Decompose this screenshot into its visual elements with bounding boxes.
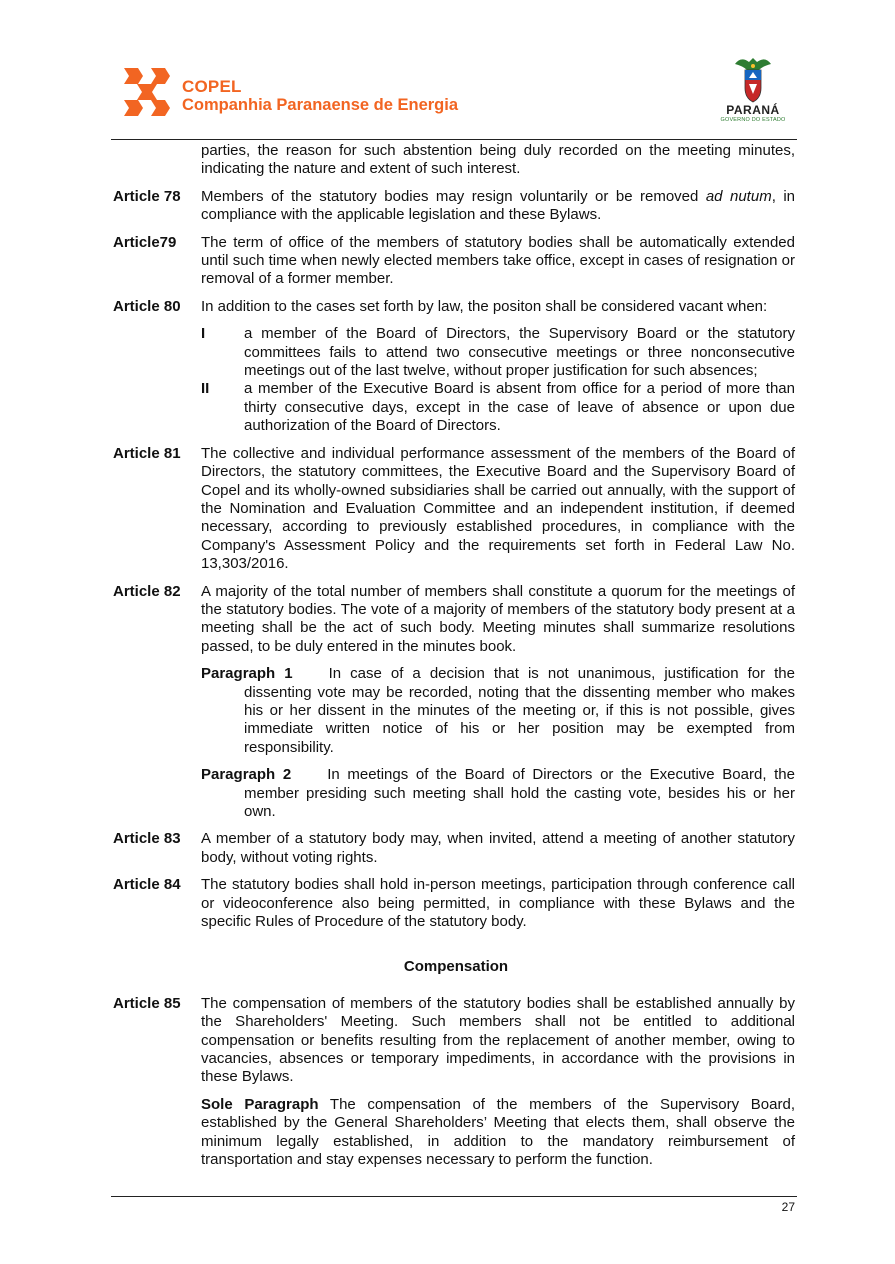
article-text: The compensation of members of the statutory bodies shall be established annually by the Shareholders' Meeting. Such members shall not be entitled to additional compensation or benefits resulting from the replacement of another member, owing to vacancies, absences or temporary impediments, in accordance with the provisions in these Bylaws. bbox=[201, 994, 795, 1086]
company-wordmark bbox=[182, 77, 458, 115]
article-label: Article 81 bbox=[113, 444, 181, 462]
paragraph-label: Sole Paragraph bbox=[201, 1095, 319, 1113]
paragraph-2 bbox=[201, 766, 795, 821]
article-label: Article 78 bbox=[113, 187, 181, 205]
article-text-italic: ad nutum bbox=[705, 187, 772, 205]
article-text: A member of a statutory body may, when invited, attend a meeting of another statutory body, without voting rights. bbox=[201, 830, 795, 866]
document-body bbox=[113, 142, 795, 1179]
list-item bbox=[201, 325, 795, 380]
item-text: a member of the Board of Directors, the Supervisory Board or the statutory committees fails to attend two consecutive meetings or three nonconsecutive meetings out of the last twelve, without proper justification for such absences; bbox=[244, 325, 795, 380]
article-text bbox=[201, 188, 795, 225]
article-text: In addition to the cases set forth by law, the positon shall be considered vacant when: bbox=[201, 297, 768, 315]
article-80 bbox=[113, 298, 795, 436]
article-label: Article 85 bbox=[113, 994, 181, 1012]
article-label: Article 84 bbox=[113, 876, 181, 894]
article-82 bbox=[113, 583, 795, 822]
list-item bbox=[201, 380, 795, 435]
article-items bbox=[201, 325, 795, 435]
state-emblem bbox=[718, 54, 788, 134]
item-text: a member of the Executive Board is absent from office for a period of more than thirty consecutive days, except in the case of leave of absence or upon due authorization of the Board of Directors. bbox=[244, 380, 795, 435]
article-content bbox=[201, 995, 795, 1170]
article-label: Article 82 bbox=[113, 582, 181, 600]
copel-logo-icon bbox=[122, 68, 172, 116]
paragraph-1 bbox=[201, 665, 795, 757]
article-83 bbox=[113, 830, 795, 867]
article-text: The term of office of the members of statutory bodies shall be automatically extended until such time when newly elected members take office, except in cases of resignation or removal of a former member. bbox=[201, 233, 795, 288]
article-text-part: Members of the statutory bodies may resign voluntarily or be removed bbox=[201, 187, 706, 205]
state-government-label: GOVERNO DO ESTADO bbox=[720, 117, 786, 123]
parana-coat-of-arms-icon bbox=[731, 54, 775, 104]
page-number: 27 bbox=[781, 1200, 795, 1214]
continuation-paragraph: parties, the reason for such abstention being duly recorded on the meeting minutes, indicating the nature and extent of such interest. bbox=[201, 142, 795, 178]
item-number: II bbox=[201, 380, 210, 398]
header-divider bbox=[111, 139, 797, 140]
article-label: Article 80 bbox=[113, 297, 181, 315]
paragraph-label: Paragraph 1 bbox=[201, 665, 293, 683]
section-heading: Compensation bbox=[403, 958, 509, 976]
paragraph-label: Paragraph 2 bbox=[201, 766, 292, 784]
sole-paragraph bbox=[201, 1096, 795, 1170]
article-label: Article 83 bbox=[113, 830, 181, 848]
company-full-name: Companhia Paranaense de Energia bbox=[182, 96, 459, 114]
item-number: I bbox=[201, 325, 206, 343]
company-short-name: COPEL bbox=[182, 77, 242, 96]
paragraph-text: In meetings of the Board of Directors or the Executive Board, the member presiding such meeting shall hold the casting vote, besides his or her own. bbox=[244, 766, 795, 820]
article-label: Article79 bbox=[113, 233, 177, 251]
state-name: PARANÁ bbox=[726, 103, 780, 117]
article-content bbox=[201, 298, 795, 436]
article-text: The statutory bodies shall hold in-person meetings, participation through conference call or videoconference also being permitted, in compliance with these Bylaws and the specific Rules of Procedure of the statutory body. bbox=[201, 876, 795, 931]
article-text-part: , in compliance with the applicable legislation and these Bylaws. bbox=[201, 187, 795, 224]
article-text: A majority of the total number of members shall constitute a quorum for the meetings of the statutory bodies. The vote of a majority of members of the statutory body present at a meeting shall be the act of such body. Meeting minutes shall summarize resolutions passed, to be duly entered in the minutes book. bbox=[201, 582, 795, 655]
footer-divider bbox=[111, 1196, 797, 1197]
article-text: The collective and individual performance assessment of the members of the Board of Directors, the statutory committees, the Executive Board and the Supervisory Board of Copel and its wholly-owned subsidiaries shall be carried out annually, with the support of the Nomination and Evaluation Committee and an independent institution, if deemed necessary, according to previously established procedures, in compliance with the Company's Assessment Policy and the requirements set forth in Federal Law No. 13,303/2016. bbox=[201, 444, 795, 573]
article-79 bbox=[113, 234, 795, 289]
page-header bbox=[0, 0, 895, 140]
article-84 bbox=[113, 876, 795, 931]
article-content bbox=[201, 583, 795, 822]
article-81 bbox=[113, 445, 795, 574]
paragraph-text: In case of a decision that is not unanimous, justification for the dissenting vote may be recorded, noting that the dissenting member who makes his or her dissent in the minutes of the meeting or, if this is not possible, gives immediate written notice of his or her position may be exempted from responsibility. bbox=[244, 665, 795, 756]
article-85 bbox=[113, 995, 795, 1170]
article-78 bbox=[113, 188, 795, 225]
paragraph-text: The compensation of the members of the Supervisory Board, established by the General Shareholders’ Meeting that elects them, shall observe the minimum legally established, in addition to the mandatory reimbursement of transportation and stay expenses necessary to perform the function. bbox=[201, 1095, 795, 1169]
